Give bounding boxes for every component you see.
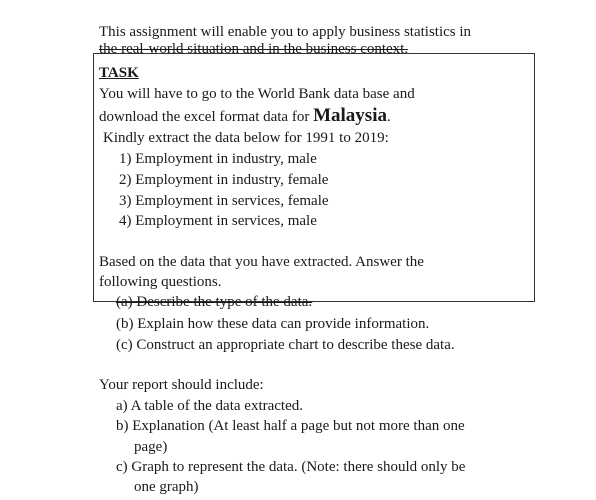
task-line-1: You will have to go to the World Bank data base and xyxy=(99,86,415,102)
task-heading: TASK xyxy=(99,65,139,81)
question-a: (a) Describe the type of the data. xyxy=(116,294,313,310)
task-line-2 xyxy=(99,106,391,127)
question-b: (b) Explain how these data can provide information. xyxy=(116,316,430,332)
country-name: Malaysia xyxy=(313,105,387,126)
report-item-continued: page) xyxy=(134,439,168,455)
task-item: 1) Employment in industry, male xyxy=(119,151,317,167)
intro-line-2: the real-world situation and in the business context. xyxy=(99,41,409,57)
report-item: b) Explanation (At least half a page but not more than one xyxy=(116,418,465,434)
report-item: c) Graph to represent the data. (Note: there should only be xyxy=(116,459,466,475)
question-c: (c) Construct an appropriate chart to describe these data. xyxy=(116,337,455,353)
intro-line-1: This assignment will enable you to apply business statistics in xyxy=(99,24,472,40)
report-item-continued: one graph) xyxy=(134,479,199,495)
task-item: 4) Employment in services, male xyxy=(119,213,317,229)
report-item: a) A table of the data extracted. xyxy=(116,398,303,414)
based-line-2: following questions. xyxy=(99,274,222,290)
report-intro: Your report should include: xyxy=(99,377,264,393)
extract-instruction: Kindly extract the data below for 1991 to 2019: xyxy=(103,130,389,146)
based-line-1: Based on the data that you have extracted. Answer the xyxy=(99,254,424,270)
task-item: 3) Employment in services, female xyxy=(119,193,329,209)
task-line-2-suffix: . xyxy=(386,109,391,125)
task-line-2-prefix: download the excel format data for xyxy=(99,109,314,125)
task-item: 2) Employment in industry, female xyxy=(119,172,329,188)
